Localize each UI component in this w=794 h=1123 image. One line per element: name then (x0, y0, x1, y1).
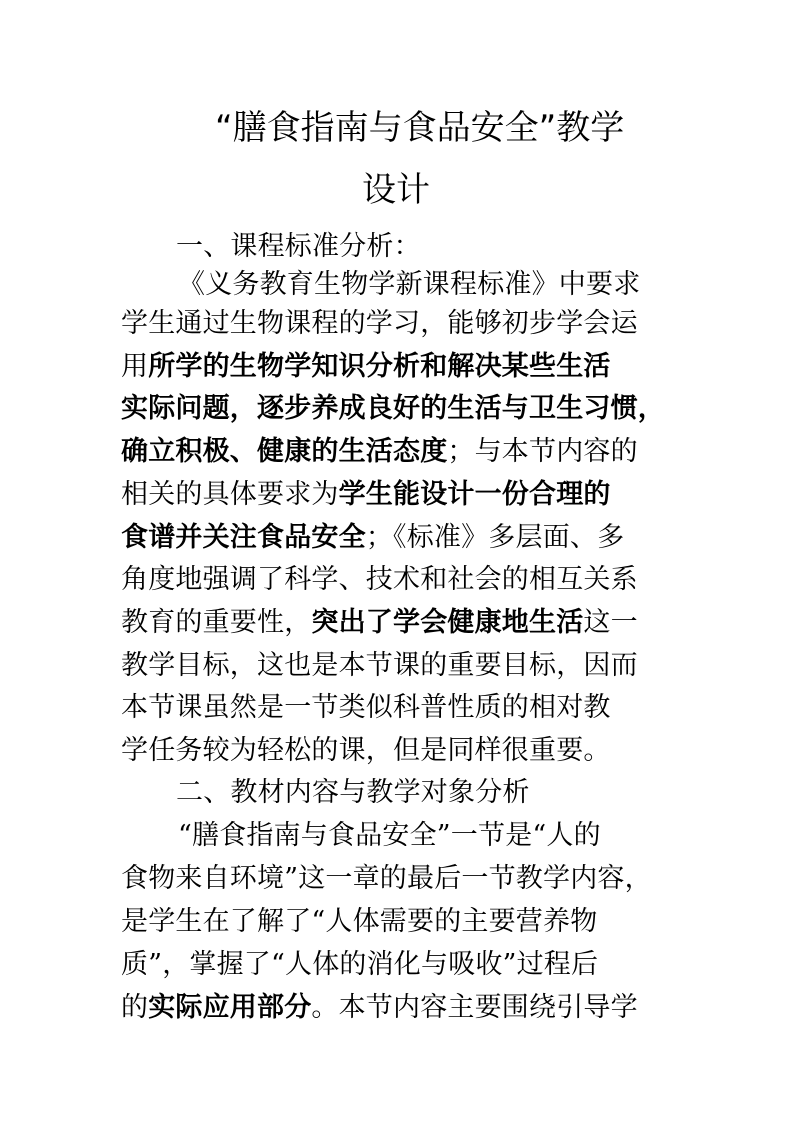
text-run: 相关的具体要求为 (121, 479, 339, 510)
document-title-line-2: 设计 (362, 170, 430, 210)
text-run: 学生通过生物课程的学习，能够初步学会运 (121, 308, 638, 339)
paragraph-line (121, 688, 611, 728)
bold-text-run: 食谱并关注食品安全 (121, 522, 366, 553)
bold-text-run: 确立积极、健康的生活态度 (121, 436, 448, 467)
paragraph-line (121, 731, 611, 771)
bold-text-run: 实际应用部分 (148, 992, 312, 1023)
text-run: 质”，掌握了“人体的消化与吸收”过程后 (121, 949, 599, 980)
text-run: 的 (121, 992, 149, 1023)
paragraph-line (121, 347, 611, 387)
text-run: ；与本节内容的 (447, 436, 638, 467)
paragraph-line (121, 603, 638, 643)
paragraph-line (121, 432, 638, 472)
text-run: 角度地强调了科学、技术和社会的相互关系 (121, 564, 638, 595)
text-run: 学任务较为轻松的课，但是同样很重要。 (121, 735, 611, 766)
paragraph-line (121, 389, 665, 429)
paragraph-line (121, 988, 638, 1028)
paragraph-line (121, 859, 652, 899)
text-run: 本节课虽然是一节类似科普性质的相对教 (121, 692, 611, 723)
text-run: 是学生在了解了“人体需要的主要营养物 (121, 906, 598, 937)
text-run: 这一 (583, 607, 638, 638)
bold-text-run: 所学的生物学知识分析和解决某些生活 (148, 351, 611, 382)
paragraph-line (178, 265, 640, 305)
paragraph-line (121, 945, 598, 985)
paragraph-line (121, 475, 611, 515)
text-run: 《义务教育生物学新课程标准》中要求 (178, 269, 641, 300)
paragraph-line (121, 902, 597, 942)
paragraph-line (121, 560, 638, 600)
bold-text-run: 实际问题，逐步养成良好的生活与卫生习惯， (121, 393, 665, 424)
section-heading-1: 一、课程标准分析： (176, 231, 421, 262)
bold-text-run: 突出了学会健康地生活 (311, 607, 584, 638)
text-run: 。本节内容主要围绕引导学 (311, 992, 638, 1023)
text-run: 食物来自环境”这一章的最后一节教学内容， (121, 863, 652, 894)
text-run: 教育的重要性， (121, 607, 312, 638)
paragraph-line (121, 304, 638, 344)
paragraph-line (121, 518, 624, 558)
bold-text-run: 学生能设计一份合理的 (338, 479, 611, 510)
text-run: “膳食指南与食品安全”一节是“人的 (178, 820, 601, 851)
section-heading-2: 二、教材内容与教学对象分析 (176, 777, 530, 808)
text-run: ；《标准》多层面、多 (365, 522, 625, 553)
paragraph-line (121, 646, 638, 686)
text-run: 用 (121, 351, 149, 382)
text-run: 教学目标，这也是本节课的重要目标，因而 (121, 650, 638, 681)
paragraph-line (178, 816, 601, 856)
document-title-line-1: “膳食指南与食品安全”教学 (215, 108, 625, 148)
